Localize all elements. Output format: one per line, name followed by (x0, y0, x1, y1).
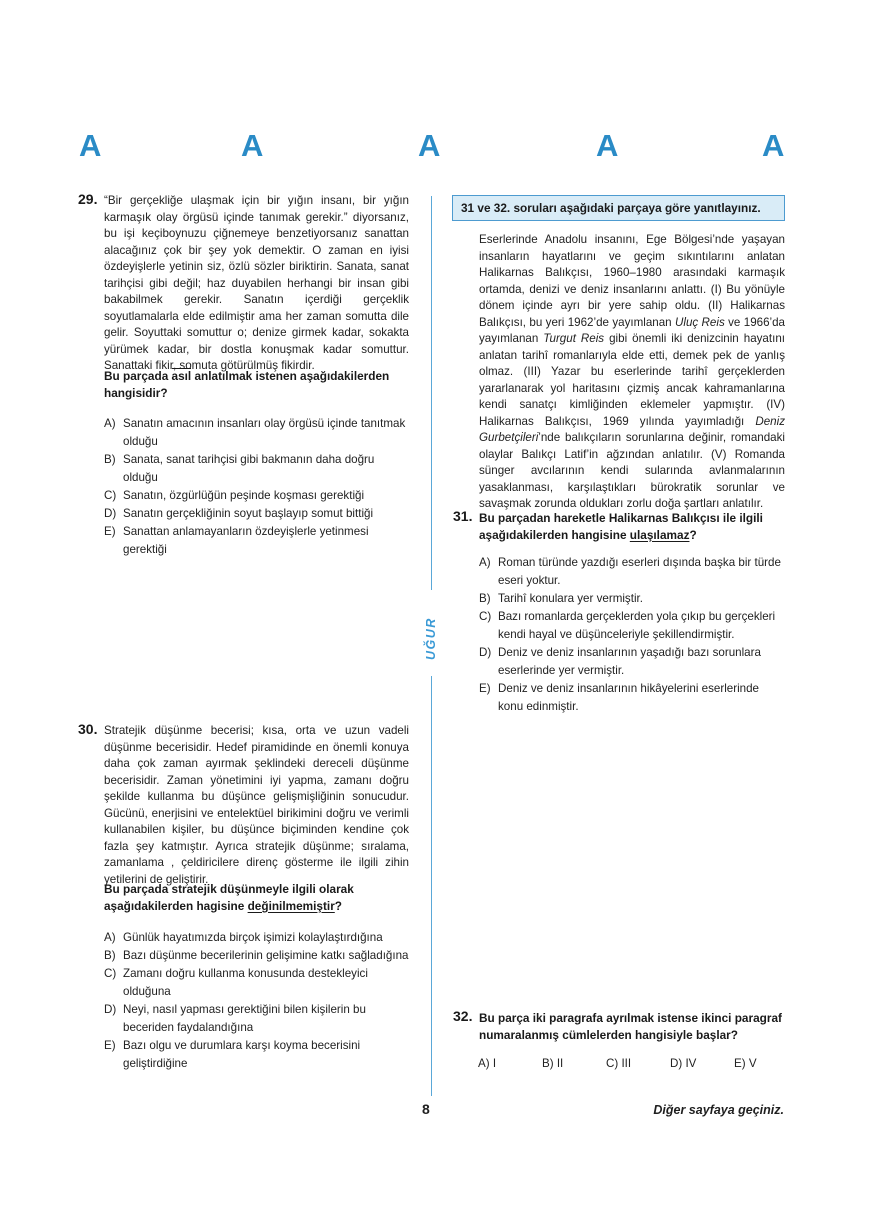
question-stem: Bu parçadan hareketle Halikarnas Balıkçısı ile ilgili aşağıdakilerden hangisine ulaşılamaz? (479, 511, 763, 542)
answer-option[interactable]: B) II (542, 1057, 564, 1070)
answer-option[interactable]: B) Tarihî konulara yer vermiştir. (479, 592, 643, 605)
answer-options (479, 554, 787, 716)
answer-option[interactable]: E) Sanattan anlamayanların özdeyişlerle yetinmesi gerektiği (104, 525, 369, 556)
question-passage: Stratejik düşünme becerisi; kısa, orta ve uzun vadeli düşünme becerisidir. Hedef piramidinde en önemli konuya daha çok zaman ayırmak şeklindeki dereceli düşünme becerisidir. Zaman yönetimini iyi yapma, zamanı doğru şekilde kullanma bu düşünce gelişmişliğinin sonucudur. Gücünü, enerjisini ve entelektüel birikimini doğru ve verimli kullanabilen kişiler, bu düşünce biçiminden kendine çok fazla şey katmıştır. Ayrıca stratejik düşünme; sıralama, zamanlama , çeldiricilere direnç gösterme ile ilgili zihin yetilerini de geliştirir. (104, 724, 409, 886)
brand-logo (423, 610, 439, 660)
question-number: 31. (453, 508, 473, 524)
answer-options (478, 1057, 798, 1070)
booklet-letter: A (762, 128, 785, 163)
answer-options (104, 415, 411, 559)
question-stem: Bu parça iki paragrafa ayrılmak istense ikinci paragraf numaralanmış cümlelerden hangisiyle başlar? (479, 1011, 782, 1042)
answer-option[interactable]: D) Neyi, nasıl yapması gerektiğini bilen kişilerin bu beceriden faydalandığına (104, 1003, 366, 1034)
question-number: 30. (78, 721, 98, 737)
question-number: 29. (78, 191, 98, 207)
column-divider (431, 676, 432, 1096)
column-divider (431, 196, 432, 590)
question-number: 32. (453, 1008, 473, 1024)
question-stem: Bu parçada asıl anlatılmak istenen aşağıdakilerden hangisidir? (104, 369, 390, 400)
answer-option[interactable]: C) Sanatın, özgürlüğün peşinde koşması gerektiği (104, 489, 365, 502)
next-page-note: Diğer sayfaya geçiniz. (653, 1103, 784, 1117)
booklet-letter: A (79, 128, 102, 163)
answer-option[interactable]: A) Roman türünde yazdığı eserleri dışında başka bir türde eseri yoktur. (479, 556, 781, 587)
answer-option[interactable]: A) Sanatın amacının insanları olay örgüsü içinde tanıtmak olduğu (104, 417, 406, 448)
answer-options (104, 929, 411, 1073)
answer-option[interactable]: C) Bazı romanlarda gerçeklerden yola çıkıp bu gerçekleri kendi hayal ve düşünceleriyle şekillendirmiştir. (479, 610, 776, 641)
answer-option[interactable]: E) V (734, 1057, 757, 1070)
stem-emphasis: ulaşılamaz (629, 527, 690, 542)
answer-option[interactable]: E) Bazı olgu ve durumlara karşı koyma becerisini geliştirdiğine (104, 1039, 361, 1070)
booklet-letter: A (418, 128, 441, 163)
answer-option[interactable]: C) Zamanı doğru kullanma konusunda destekleyici olduğuna (104, 967, 368, 998)
svg-text:UĞUR: UĞUR (424, 617, 438, 660)
answer-option[interactable]: B) Bazı düşünme becerilerinin gelişimine katkı sağladığına (104, 949, 409, 962)
answer-option[interactable]: A) Günlük hayatımızda birçok işimizi kolaylaştırdığına (104, 931, 383, 944)
group-instruction-box: 31 ve 32. soruları aşağıdaki parçaya göre yanıtlayınız. (452, 195, 785, 221)
answer-option[interactable]: D) Deniz ve deniz insanlarının yaşadığı bazı sorunlara eserlerinde yer vermiştir. (479, 646, 761, 677)
booklet-letter: A (241, 128, 264, 163)
book-title: Deniz Gurbetçileri (479, 414, 785, 444)
answer-option[interactable]: E) Deniz ve deniz insanlarının hikâyelerini eserlerinde konu edinmiştir. (479, 682, 760, 713)
stem-emphasis: asıl (171, 369, 192, 383)
answer-option[interactable]: D) Sanatın gerçekliğinin soyut başlayıp somut bittiği (104, 507, 374, 520)
book-title: Turgut Reis (543, 332, 605, 345)
answer-option[interactable]: B) Sanata, sanat tarihçisi gibi bakmanın daha doğru olduğu (104, 453, 375, 484)
question-stem: Bu parçada stratejik düşünmeyle ilgili olarak aşağıdakilerden hagisine değinilmemiştir? (104, 882, 354, 913)
answer-option[interactable]: D) IV (670, 1057, 697, 1070)
page-number: 8 (422, 1101, 430, 1117)
booklet-letter: A (596, 128, 619, 163)
shared-passage: Eserlerinde Anadolu insanını, Ege Bölgesi’nde yaşayan insanların hayatlarını ve geçim sıkıntılarını anlatan Halikarnas Balıkçısı, 1960–1980 arasındaki karmaşık ortamda, denizi ve deniz insanlarını anlattı. (I) Bu yönüyle dönem içinde ayrı bir yere sahip oldu. (II) Halikarnas Balıkçısı, bu yeri 1962’de yayımlanan Uluç Reis ve 1966’da yayımlanan Turgut Reis gibi önemli iki denizcinin hayatını anlatan tarihî romanlarıyla elde etti, demek pek de yanlış olmaz. (III) Yazar bu eserlerinde tarihî gerçeklerden yararlanarak yol haritasını çizmiş ancak kahramanlarına kendi sanatçı kimliğinden eklemeler yapmıştır. (IV) Halikarnas Balıkçısı, 1969 yılında yayımladığı Deniz Gurbetçileri’nde balıkçıların sorunlarına değinir, romandaki olaylar Balıkçı Latif’in ağzından anlatılır. (V) Romanda sünger avcılarının kendi sularında avlanmalarının yasaklanması, karşılaştıkları bürokratik sorunlar ve savaşmak zorunda oldukları zorlu doğa şartları anlatılır. (479, 233, 786, 510)
stem-emphasis: değinilmemiştir (247, 898, 335, 913)
answer-option[interactable]: A) I (478, 1057, 497, 1070)
question-passage: “Bir gerçekliğe ulaşmak için bir yığın insanı, bir yığın karmaşık olay örgüsü içinde tanımak gerekir.” diyorsanız, bu işi keçiboynuzu çiğnemeye benzetiyorsanız sanattan alacağınız çok bir şey yok demektir. O zaman en iyisi özdeyişlerle yetinin siz, özlü sözler biriktirin. Sanata, sanat tarihçisi gibi değil; haz duyabilen herhangi bir insan gibi bakabilmek gerekir. Sanatın içerdiği gerçeklik soyutlamalarla elde edilmiştir ama her zaman somutta dile gelir. Soyuttaki somuttur o; denize girmek kadar, sokakta yürümek kadar, bir dostla konuşmak kadar somuttur. Sanattaki fikir, somuta götürülmüş fikirdir. (104, 194, 409, 372)
book-title: Uluç Reis (675, 315, 725, 329)
answer-option[interactable]: C) III (606, 1057, 632, 1070)
